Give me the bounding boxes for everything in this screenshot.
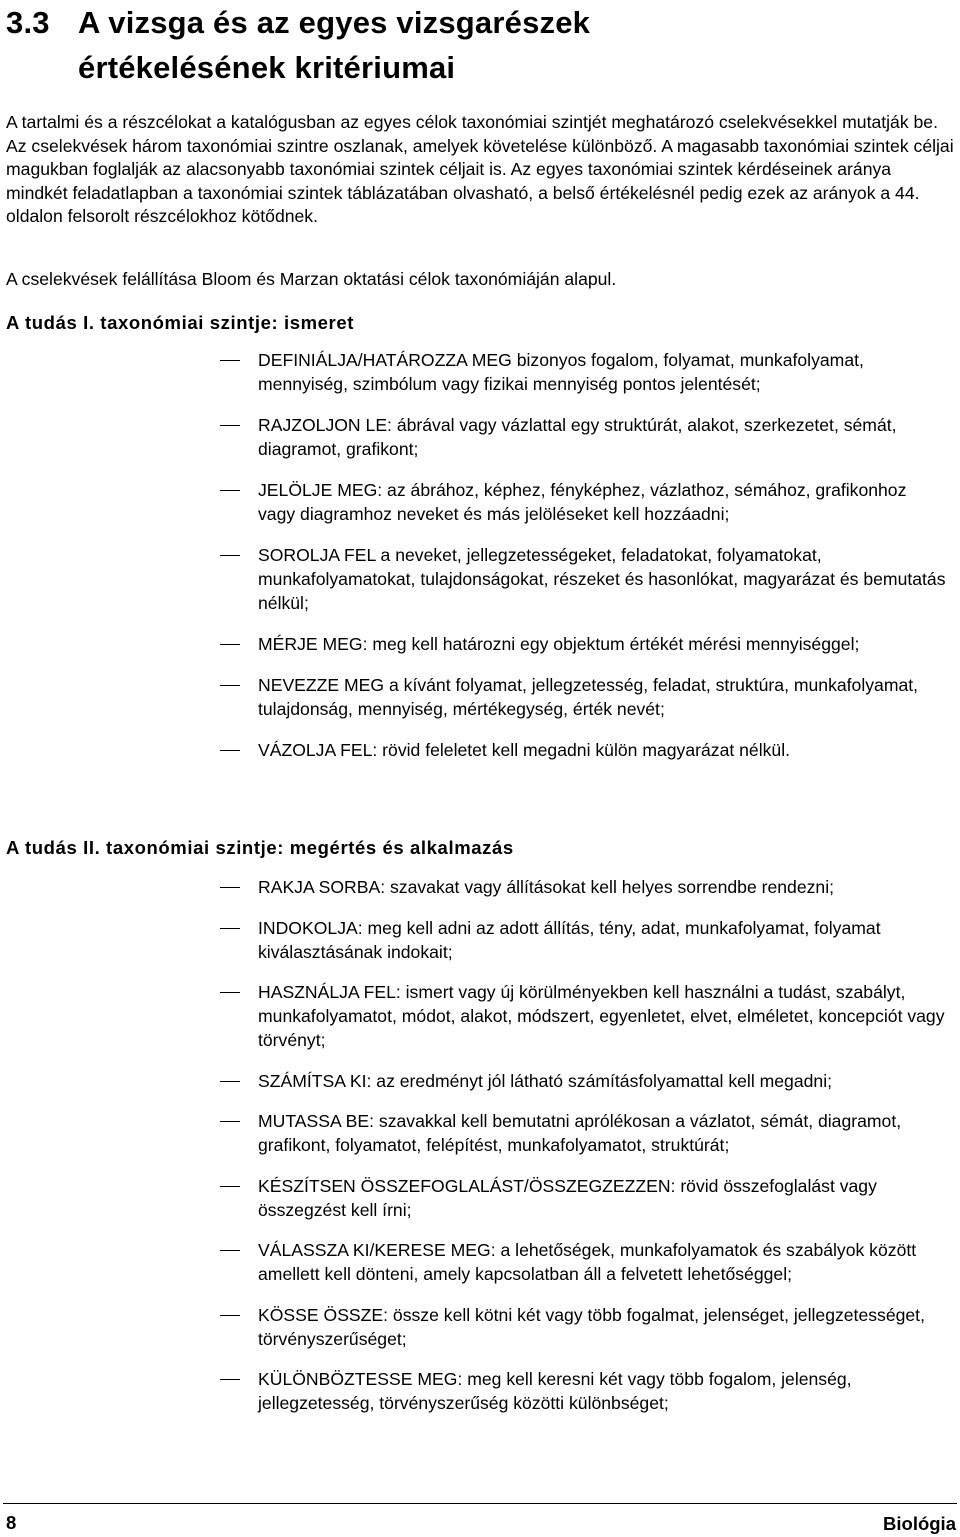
list-item-text: KÉSZÍTSEN ÖSSZEFOGLALÁST/ÖSSZEGZEZZEN: rövid összefoglalást vagy összegzést kell írni; <box>258 1175 877 1220</box>
list-item-text: RAKJA SORBA: szavakat vagy állításokat kell helyes sorrendbe rendezni; <box>258 877 834 897</box>
list-item <box>0 738 960 762</box>
list-item <box>0 980 960 1052</box>
list-item <box>0 413 960 461</box>
list-item-text: HASZNÁLJA FEL: ismert vagy új körülményekben kell használni a tudást, szabályt, munkafolyamatot, módot, alakot, módszert, egyenletet, elvet, elméletet, koncepciót vagy törvényt; <box>258 982 945 1050</box>
list-item-text: KÖSSE ÖSSZE: össze kell kötni két vagy több fogalmat, jelenséget, jellegzetességet, törvényszerűséget; <box>258 1304 925 1349</box>
list-item-text: SOROLJA FEL a neveket, jellegzetességeket, feladatokat, folyamatokat, munkafolyamatokat, tulajdonságokat, részeket és hasonlókat, magyarázat és bemutatás nélkül; <box>258 545 946 613</box>
dash-bullet-icon <box>220 685 240 686</box>
dash-bullet-icon <box>220 887 240 888</box>
list-item <box>0 673 960 721</box>
dash-bullet-icon <box>220 555 240 556</box>
list-item <box>0 1303 960 1351</box>
list-item-text: JELÖLJE MEG: az ábrához, képhez, fényképhez, vázlathoz, sémához, grafikonhoz vagy diagramhoz neveket és más jelöléseket kell hozzáadni; <box>258 480 907 524</box>
list-item-text: RAJZOLJON LE: ábrával vagy vázlattal egy struktúrát, alakot, szerkezetet, sémát, diagramot, grafikont; <box>258 415 897 459</box>
list-item <box>0 1367 960 1415</box>
section-title-line1: A vizsga és az egyes vizsgarészek <box>78 5 591 40</box>
list-item <box>0 1069 960 1093</box>
bloom-note-paragraph: A cselekvések felállítása Bloom és Marzan oktatási célok taxonómiáján alapul. <box>6 269 617 289</box>
list-item-text: MUTASSA BE: szavakkal kell bemutatni aprólékosan a vázlatot, sémát, diagramot, grafikont, folyamatot, felépítést, munkafolyamatot, struktúrát; <box>258 1111 902 1155</box>
list-item <box>0 348 960 396</box>
list-item-text: VÁZOLJA FEL: rövid feleletet kell megadni külön magyarázat nélkül. <box>258 740 790 760</box>
dash-bullet-icon <box>220 490 240 491</box>
section-title-line2: értékelésének kritériumai <box>78 50 456 85</box>
dash-bullet-icon <box>220 1186 240 1187</box>
dash-bullet-icon <box>220 1250 240 1251</box>
list-item-text: KÜLÖNBÖZTESSE MEG: meg kell keresni két vagy több fogalom, jelenség, jellegzetesség, törvényszerűség közötti különbséget; <box>258 1369 852 1413</box>
list-item <box>0 478 960 526</box>
list-item <box>0 1174 960 1222</box>
dash-bullet-icon <box>220 644 240 645</box>
level2-list <box>0 875 960 1432</box>
level1-list <box>0 348 960 779</box>
list-item-text: VÁLASSZA KI/KERESE MEG: a lehetőségek, munkafolyamatok és szabályok között amellett kell dönteni, amely kapcsolatban áll a felvetett lehetőséggel; <box>258 1240 917 1284</box>
level1-heading: A tudás I. taxonómiai szintje: ismeret <box>6 312 354 333</box>
list-item <box>0 916 960 964</box>
list-item <box>0 1238 960 1286</box>
list-item <box>0 875 960 899</box>
section-heading <box>6 0 590 90</box>
dash-bullet-icon <box>220 928 240 929</box>
dash-bullet-icon <box>220 1379 240 1380</box>
intro-paragraph: A tartalmi és a részcélokat a katalógusban az egyes célok taxonómiai szintjét meghatározó cselekvésekkel mutatják be. Az cselekvések három taxonómiai szintre oszlanak, amelyek követelése különböző. A magasabb taxonómiai szintek céljai magukban foglalják az alacsonyabb taxonómiai szintek céljait is. Az egyes taxonómiai szintek kérdéseinek aránya mindkét feladatlapban a taxonómiai szintek táblázatában olvasható, a belső értékelésnél pedig ezek az arányok a 44. oldalon felsorolt részcélokhoz kötődnek. <box>6 112 954 226</box>
list-item-text: MÉRJE MEG: meg kell határozni egy objektum értékét mérési mennyiséggel; <box>258 634 860 654</box>
list-item <box>0 632 960 656</box>
page-number: 8 <box>6 1512 17 1533</box>
level2-heading: A tudás II. taxonómiai szintje: megértés és alkalmazás <box>6 837 514 858</box>
section-number: 3.3 <box>6 5 50 40</box>
list-item <box>0 543 960 615</box>
footer-subject: Biológia <box>883 1513 956 1534</box>
list-item-text: INDOKOLJA: meg kell adni az adott állítás, tény, adat, munkafolyamat, folyamat kiválasztásának indokait; <box>258 917 881 962</box>
list-item <box>0 1109 960 1157</box>
dash-bullet-icon <box>220 750 240 751</box>
dash-bullet-icon <box>220 1315 240 1316</box>
dash-bullet-icon <box>220 992 240 993</box>
list-item-text: SZÁMÍTSA KI: az eredményt jól látható számításfolyamattal kell megadni; <box>258 1070 832 1091</box>
list-item-text: DEFINIÁLJA/HATÁROZZA MEG bizonyos fogalom, folyamat, munkafolyamat, mennyiség, szimbólum vagy fizikai mennyiség pontos jelentését; <box>258 350 864 394</box>
list-item-text: NEVEZZE MEG a kívánt folyamat, jellegzetesség, feladat, struktúra, munkafolyamat, tulajdonság, mennyiség, mértékegység, érték nevét; <box>258 675 919 719</box>
dash-bullet-icon <box>220 1121 240 1122</box>
dash-bullet-icon <box>220 360 240 361</box>
dash-bullet-icon <box>220 425 240 426</box>
footer-divider <box>3 1503 957 1504</box>
dash-bullet-icon <box>220 1081 240 1082</box>
